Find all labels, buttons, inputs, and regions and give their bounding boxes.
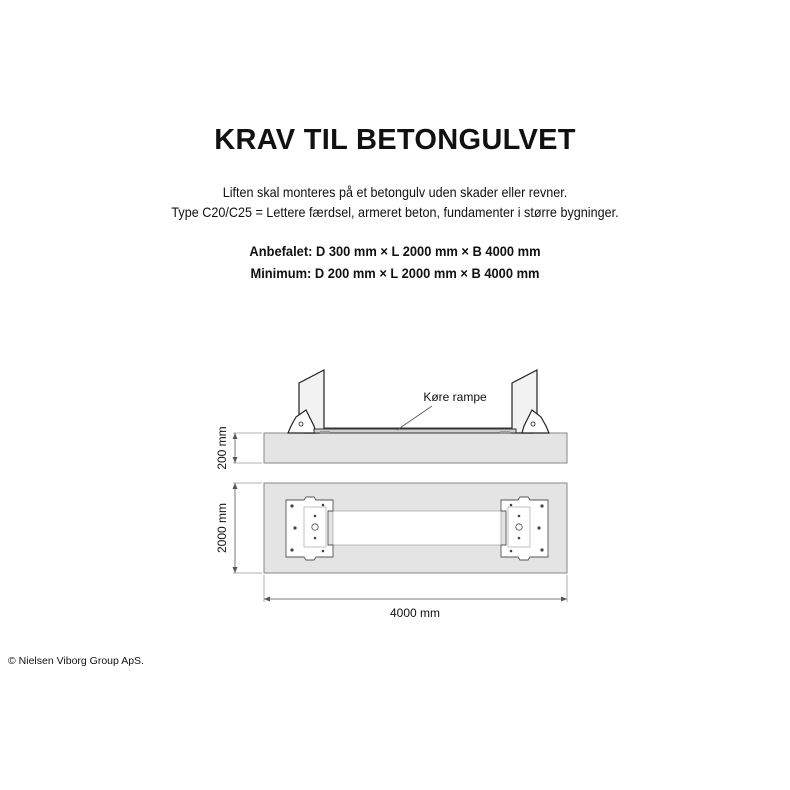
description-line-2: Type C20/C25 = Lettere færdsel, armeret beton, fundamenter i større bygninger.: [171, 204, 619, 220]
length-label: 2000 mm: [215, 502, 229, 554]
left-column: [288, 370, 324, 433]
copyright-notice: © Nielsen Viborg Group ApS.: [8, 655, 144, 667]
minimum-spec: Minimum: D 200 mm × L 2000 mm × B 4000 mm: [250, 265, 540, 281]
width-label: 4000 mm: [389, 606, 441, 620]
ramp-leader-line: [397, 406, 432, 430]
left-base-plate: [286, 497, 333, 560]
concrete-slab-side: [264, 433, 567, 463]
right-base-plate: [501, 497, 548, 560]
side-view: [215, 370, 567, 470]
width-dimension: [264, 575, 567, 602]
right-column: [512, 370, 549, 433]
ramp-label: Køre rampe: [423, 390, 487, 404]
drive-ramp: [314, 428, 516, 434]
recommended-spec: Anbefalet: D 300 mm × L 2000 mm × B 4000 mm: [249, 243, 541, 259]
description-line-1: Liften skal monteres på et betongulv uden skader eller revner.: [222, 184, 568, 200]
page-title: KRAV TIL BETONGULVET: [214, 124, 576, 156]
top-view: [215, 483, 567, 620]
ramp-strip-top: [333, 511, 501, 545]
depth-label: 200 mm: [215, 426, 229, 470]
depth-dimension: [233, 433, 263, 463]
length-dimension: [233, 483, 263, 573]
